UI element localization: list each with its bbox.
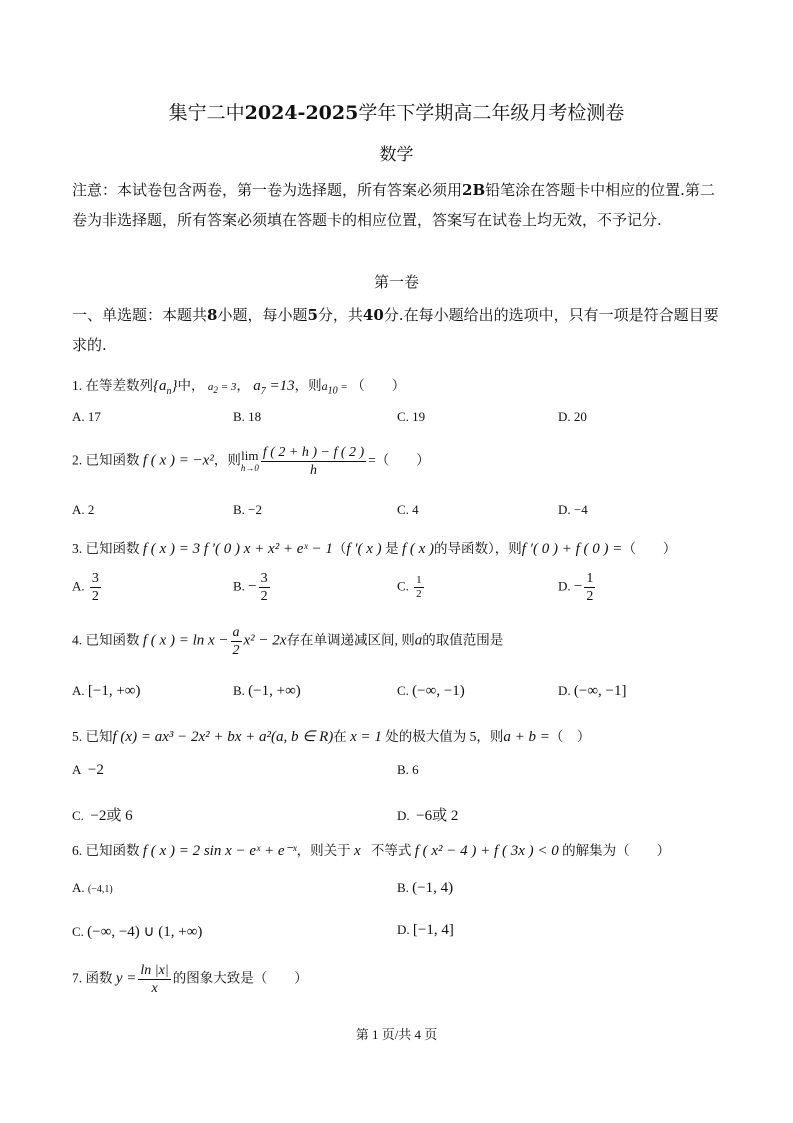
q5-option-c: C. −2或 6 <box>72 808 133 824</box>
volume-heading: 第一卷 <box>373 273 419 291</box>
sequence-notation: $\{a_n\}$ <box>153 378 178 397</box>
q4-option-b: B. (−1, +∞) <box>233 683 301 699</box>
q5-option-d: D. −6或 2 <box>397 808 459 824</box>
question-5: 5. 已知f (x) = ax³ − 2x² + bx + a²(a, b ∈ R)在 x = 1 处的极大值为 5，则a + b =（ ） <box>72 729 591 745</box>
q6-option-b: B. (−1, 4) <box>397 880 454 896</box>
question-4: 4. 已知函数 f ( x ) = ln x − $\frac{a}{2}$ x² − 2x存在单调递减区间, 则a的取值范围是 <box>72 625 504 658</box>
question-2: 2. 已知函数 f ( x ) = −x²，则lim h→0 $\frac{f ( 2 + h ) - f ( 2 )}{h}$ =（ ） <box>72 445 430 478</box>
exam-title: 集宁二中2024-2025学年下学期高二年级月考检测卷 <box>168 102 625 124</box>
q6-option-d: D. [−1, 4] <box>397 922 454 938</box>
q1-option-b: B. 18 <box>233 409 262 424</box>
q4-option-a: A. [−1, +∞) <box>72 683 141 699</box>
q1-option-d: D. 20 <box>558 409 587 424</box>
section-heading: 一、单选题：本题共8小题，每小题5分，共40分.在每小题给出的选项中，只有一项是符合题目要求的. <box>72 306 719 354</box>
q2-option-c: C. 4 <box>397 502 419 517</box>
q4-option-d: D. (−∞, −1] <box>558 683 627 699</box>
question-3: 3. 已知函数 f ( x ) = 3 f ′( 0 ) x + x² + eˣ − 1（f ′( x ) 是 f ( x )的导函数），则f ′( 0 ) + f ( 0 ) =（ ） <box>72 541 677 557</box>
q3-option-d: D. − $\frac{1}{2}$ <box>558 571 594 604</box>
q1-option-c: C. 19 <box>397 409 426 424</box>
question-6: 6. 已知函数 f ( x ) = 2 sin x − eˣ + e⁻ˣ，则关于 x 不等式 f ( x² − 4 ) + f ( 3x ) < 0 的解集为（ ） <box>72 843 671 859</box>
exam-notice: 注意：本试卷包含两卷，第一卷为选择题，所有答案必须用2B铅笔涂在答题卡中相应的位置.第二卷为非选择题，所有答案必须填在答题卡的相应位置，答案写在试卷上均无效，不予记分. <box>72 181 715 229</box>
q3-option-a: A. $\frac{3}{2}$ <box>72 571 99 604</box>
q3-option-c: C. $\frac{1}{2}$ <box>397 574 422 600</box>
q2-option-b: B. −2 <box>233 502 263 517</box>
subject-title: 数学 <box>379 145 414 165</box>
question-1: 1. 在等差数列$\{a_n\}$中， $a_2 = 3$， $a_7 =13$，则$a_{10}$ = （ ） <box>72 378 406 397</box>
q6-option-c: C. (−∞, −4) ∪ (1, +∞) <box>72 924 203 940</box>
q2-option-d: D. −4 <box>558 502 588 517</box>
q1-option-a: A. 17 <box>72 409 101 424</box>
q2-option-a: A. 2 <box>72 502 95 517</box>
q5-option-a: A −2 <box>72 762 104 778</box>
q4-option-c: C. (−∞, −1) <box>397 683 465 699</box>
page-footer: 第 1 页/共 4 页 <box>355 1027 438 1042</box>
q3-option-b: B. − $\frac{3}{2}$ <box>233 571 268 604</box>
question-7: 7. 函数 y = $\frac{\ln |x|}{x}$ 的图象大致是（ ） <box>72 963 308 996</box>
q5-option-b: B. 6 <box>397 762 419 777</box>
q6-option-a: A. (−4,1) <box>72 880 113 895</box>
limit-operator: lim h→0 <box>240 447 259 473</box>
